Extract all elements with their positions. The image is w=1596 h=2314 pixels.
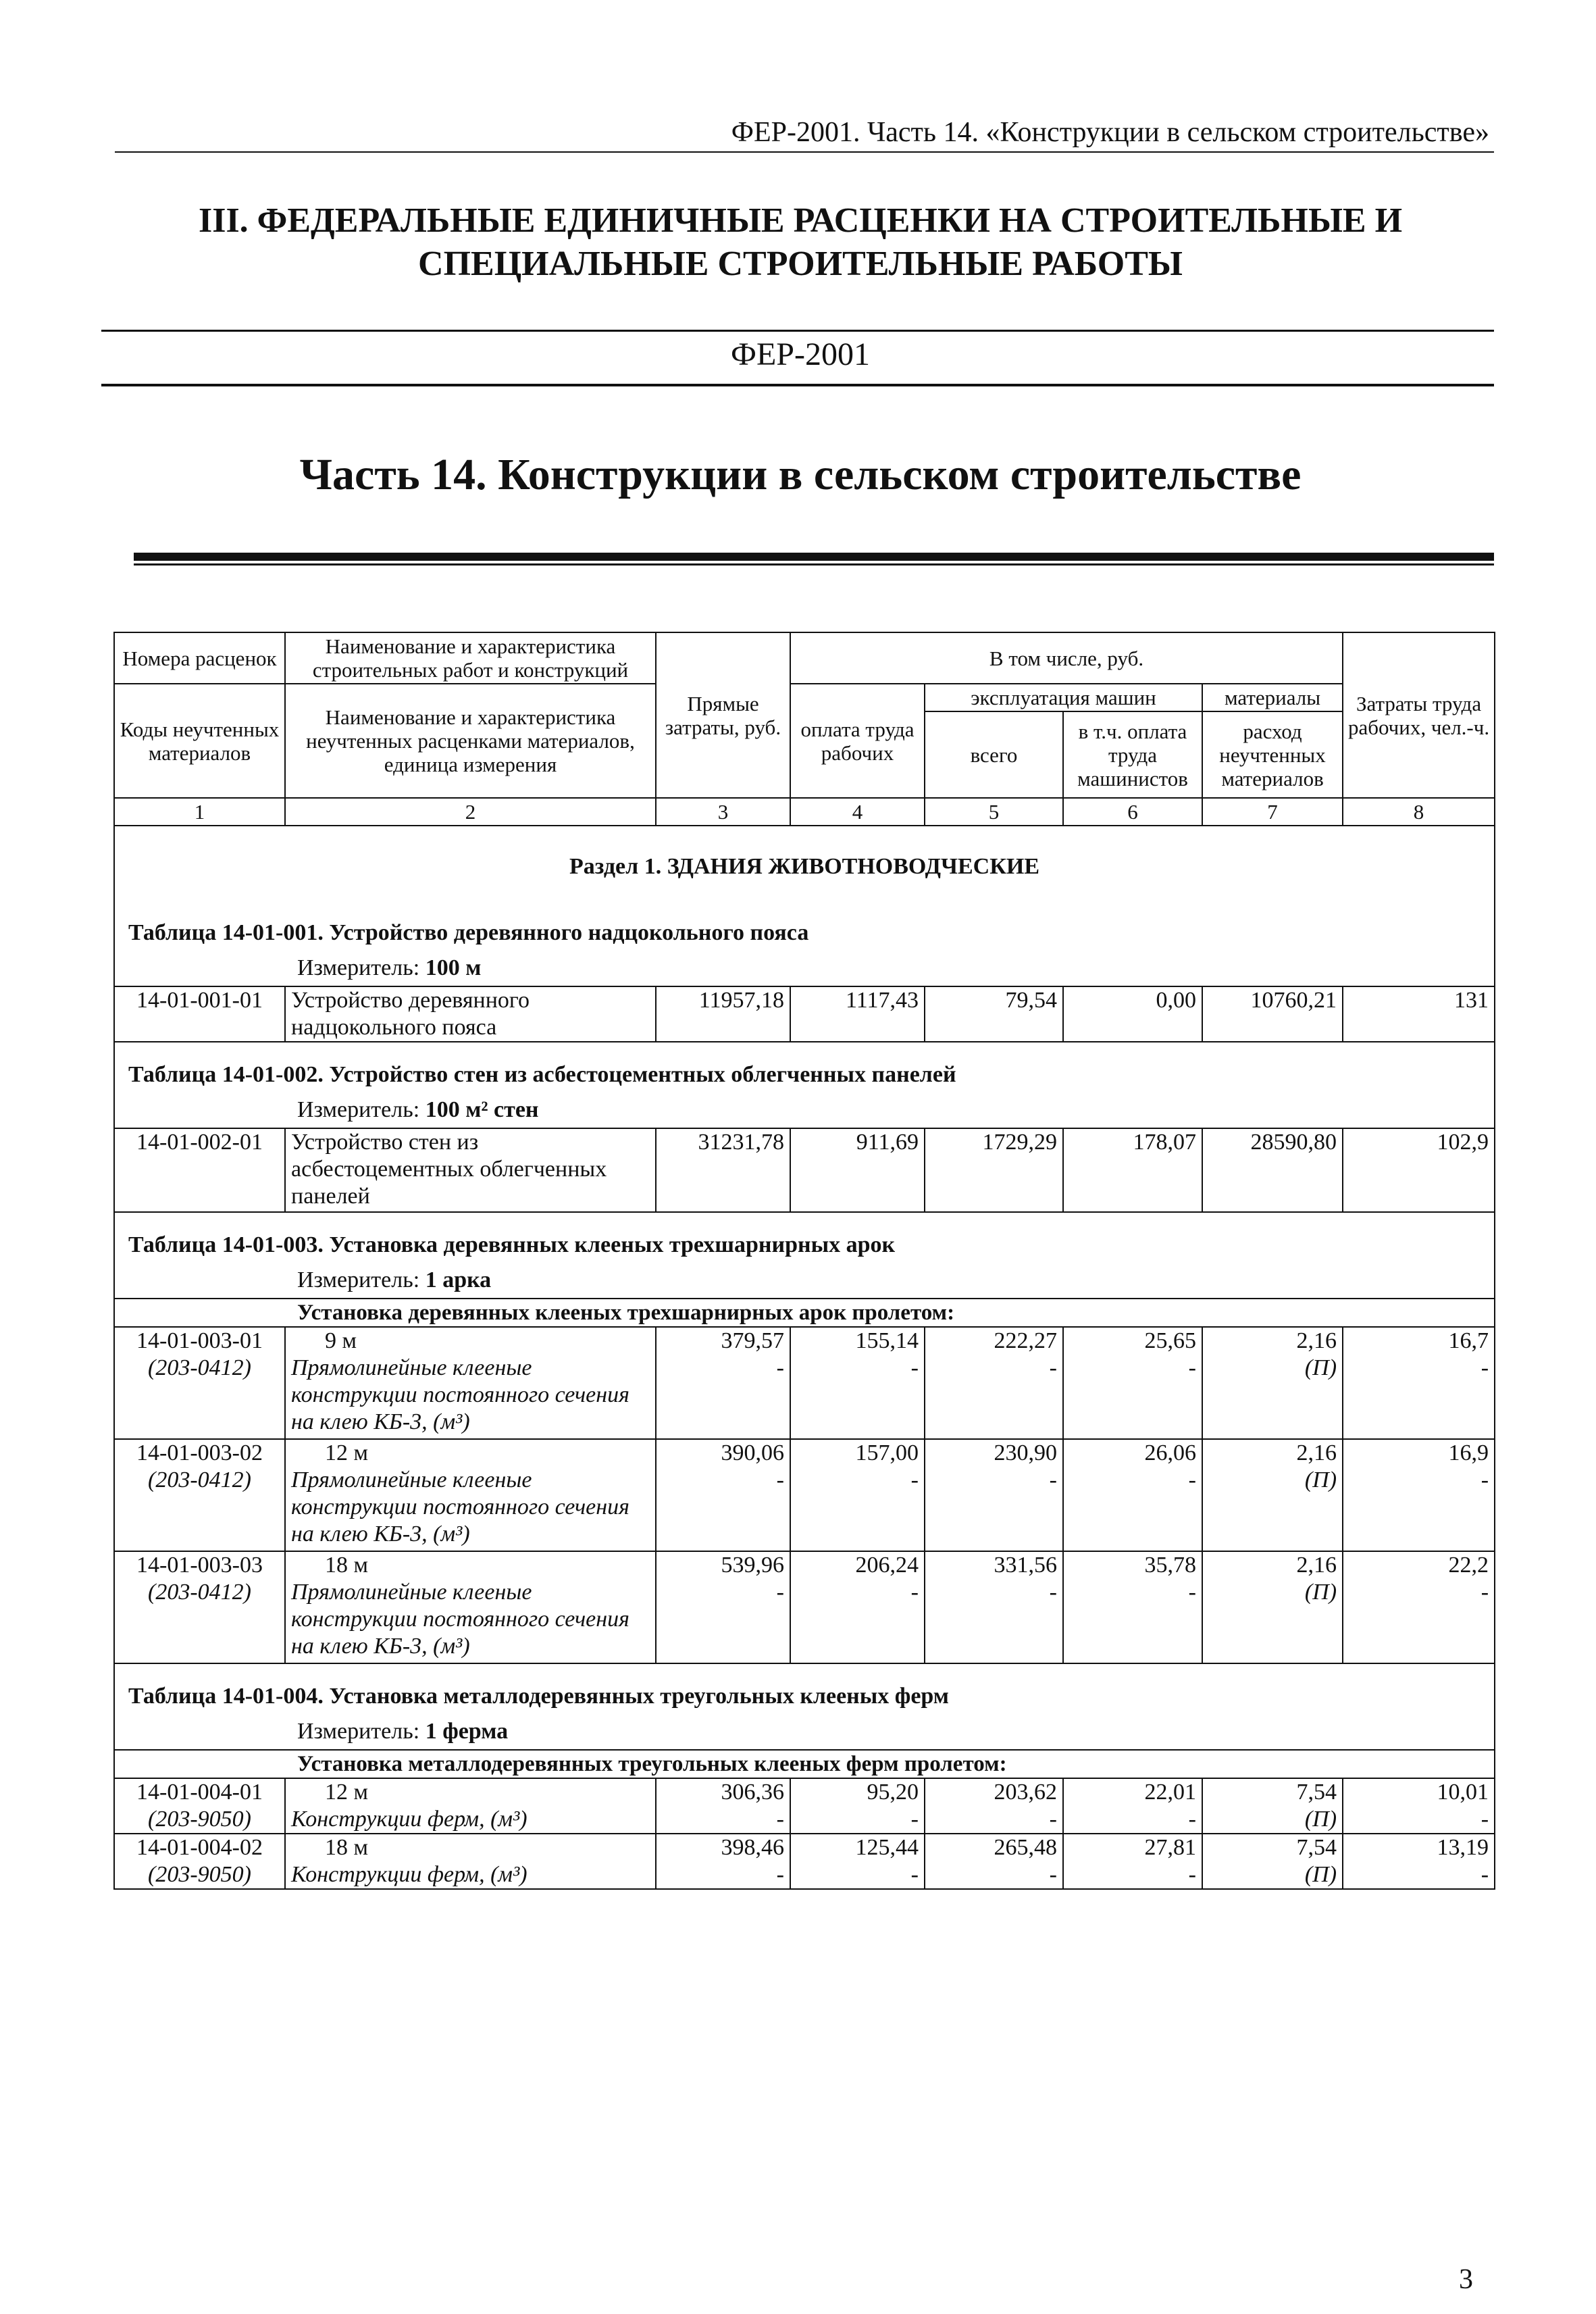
- unit-note: (П): [1304, 1807, 1337, 1832]
- meter-value: 100 м: [425, 955, 482, 980]
- dash: -: [1481, 1580, 1489, 1605]
- header-rate-numbers: Номера расценок: [114, 632, 285, 684]
- dash: -: [776, 1807, 784, 1832]
- direct-costs: [656, 1551, 790, 1663]
- dash: -: [910, 1580, 919, 1605]
- span-value: 18 м: [325, 1835, 369, 1860]
- work-name: [285, 1551, 656, 1663]
- labor-pay: 1117,43: [790, 986, 925, 1042]
- table-title-14-01-003: Таблица 14-01-003. Установка деревянных клееных трехшарнирных арок: [114, 1212, 1495, 1263]
- material-name: Конструкции ферм, (м³): [291, 1807, 527, 1832]
- header-material-name: Наименование и характеристика неучтенных расценками материалов, единица измерения: [285, 684, 656, 798]
- dash: -: [776, 1467, 784, 1492]
- machines-total: [925, 1551, 1063, 1663]
- header-rule: [115, 151, 1494, 153]
- work-name: Устройство стен из асбестоцементных облегченных панелей: [285, 1128, 656, 1212]
- work-name: [285, 1439, 656, 1551]
- machines-total: 1729,29: [925, 1128, 1063, 1212]
- value: 331,56: [994, 1553, 1057, 1578]
- value: 125,44: [855, 1835, 919, 1860]
- span-value: 18 м: [325, 1553, 369, 1578]
- value: 306,36: [721, 1780, 784, 1805]
- value: 25,65: [1144, 1328, 1196, 1353]
- labor-pay: [790, 1327, 925, 1439]
- value: 398,46: [721, 1835, 784, 1860]
- rate-code-value: 14-01-003-01: [136, 1328, 263, 1353]
- header-labor-cost: Затраты труда рабочих, чел.-ч.: [1343, 632, 1495, 798]
- direct-costs: [656, 1834, 790, 1889]
- main-title-line-1: III. ФЕДЕРАЛЬНЫЕ ЕДИНИЧНЫЕ РАСЦЕНКИ НА СТРОИТЕЛЬНЫЕ И: [198, 201, 1403, 240]
- materials: [1202, 1439, 1343, 1551]
- labor-pay: [790, 1439, 925, 1551]
- header-labor-pay: оплата труда рабочих: [790, 684, 925, 798]
- value: 10,01: [1437, 1780, 1489, 1805]
- meter-14-01-001: [114, 951, 1495, 986]
- dash: -: [910, 1862, 919, 1887]
- meter-value: 1 ферма: [425, 1719, 509, 1744]
- dash: -: [1049, 1467, 1057, 1492]
- dash: -: [1188, 1807, 1196, 1832]
- dash: -: [1188, 1862, 1196, 1887]
- machinists-pay: [1063, 1439, 1202, 1551]
- part-rule-thick: [134, 553, 1494, 561]
- labor-pay: [790, 1778, 925, 1834]
- header-work-name: Наименование и характеристика строительных работ и конструкций: [285, 632, 656, 684]
- dash: -: [776, 1862, 784, 1887]
- header-direct-costs: Прямые затраты, руб.: [656, 632, 790, 798]
- labor-cost: [1343, 1778, 1495, 1834]
- machinists-pay: [1063, 1551, 1202, 1663]
- direct-costs: 11957,18: [656, 986, 790, 1042]
- value: 16,7: [1448, 1328, 1489, 1353]
- dash: -: [1188, 1580, 1196, 1605]
- table-row: [114, 1778, 1495, 1834]
- value: 35,78: [1144, 1553, 1196, 1578]
- col-num-8: 8: [1343, 798, 1495, 826]
- table-row: [114, 1439, 1495, 1551]
- header-machines-total: всего: [925, 711, 1063, 798]
- value: 206,24: [855, 1553, 919, 1578]
- machinists-pay: 178,07: [1063, 1128, 1202, 1212]
- value: 16,9: [1448, 1440, 1489, 1465]
- dash: -: [910, 1807, 919, 1832]
- main-title: [101, 199, 1499, 286]
- table-row: [114, 1128, 1495, 1212]
- dash: -: [1049, 1807, 1057, 1832]
- unit-note: (П): [1304, 1580, 1337, 1605]
- machines-total: [925, 1327, 1063, 1439]
- dash: -: [1481, 1355, 1489, 1380]
- rate-code-value: 14-01-004-01: [136, 1780, 263, 1805]
- col-num-1: 1: [114, 798, 285, 826]
- page-number: 3: [1459, 2264, 1473, 2295]
- labor-cost: 102,9: [1343, 1128, 1495, 1212]
- materials: [1202, 1327, 1343, 1439]
- rate-code-value: 14-01-004-02: [136, 1835, 263, 1860]
- value: 22,2: [1448, 1553, 1489, 1578]
- materials: 10760,21: [1202, 986, 1343, 1042]
- table-title-14-01-001: Таблица 14-01-001. Устройство деревянного надцокольного пояса: [114, 901, 1495, 951]
- col-num-5: 5: [925, 798, 1063, 826]
- material-code: (203-9050): [148, 1807, 251, 1832]
- dash: -: [776, 1580, 784, 1605]
- meter-label: Измеритель:: [297, 955, 420, 980]
- fer-rule-top: [101, 330, 1494, 332]
- value: 203,62: [994, 1780, 1057, 1805]
- work-name: [285, 1327, 656, 1439]
- direct-costs: [656, 1778, 790, 1834]
- labor-cost: 131: [1343, 986, 1495, 1042]
- fer-label: ФЕР-2001: [731, 336, 870, 372]
- material-name: Прямолинейные клееные конструкции постоянного сечения на клею КБ-3, (м³): [291, 1580, 629, 1659]
- table-row: [114, 1834, 1495, 1889]
- machines-total: 79,54: [925, 986, 1063, 1042]
- labor-cost: [1343, 1551, 1495, 1663]
- value: 2,16: [1296, 1440, 1337, 1465]
- rate-code-value: 14-01-003-02: [136, 1440, 263, 1465]
- value: 390,06: [721, 1440, 784, 1465]
- work-name: Устройство деревянного надцокольного пояса: [285, 986, 656, 1042]
- meter-label: Измеритель:: [297, 1719, 420, 1744]
- machinists-pay: [1063, 1327, 1202, 1439]
- dash: -: [1481, 1467, 1489, 1492]
- column-numbers-row: [114, 798, 1495, 826]
- header-material-codes: Коды неучтенных материалов: [114, 684, 285, 798]
- machinists-pay: 0,00: [1063, 986, 1202, 1042]
- labor-cost: [1343, 1834, 1495, 1889]
- header-machinists-pay: в т.ч. оплата труда машинистов: [1063, 711, 1202, 798]
- col-num-2: 2: [285, 798, 656, 826]
- labor-cost: [1343, 1327, 1495, 1439]
- col-num-7: 7: [1202, 798, 1343, 826]
- materials: [1202, 1551, 1343, 1663]
- span-value: 12 м: [325, 1440, 369, 1465]
- labor-pay: 911,69: [790, 1128, 925, 1212]
- dash: -: [1188, 1355, 1196, 1380]
- labor-pay: [790, 1834, 925, 1889]
- meter-14-01-002: [114, 1092, 1495, 1128]
- work-name: [285, 1834, 656, 1889]
- material-name: Прямолинейные клееные конструкции постоянного сечения на клею КБ-3, (м³): [291, 1355, 629, 1434]
- col-num-3: 3: [656, 798, 790, 826]
- materials: [1202, 1778, 1343, 1834]
- table-row: [114, 986, 1495, 1042]
- rate-code: 14-01-002-01: [114, 1128, 285, 1212]
- value: 222,27: [994, 1328, 1057, 1353]
- meter-label: Измеритель:: [297, 1267, 420, 1292]
- subheading-14-01-003: Установка деревянных клееных трехшарнирных арок пролетом:: [114, 1299, 1495, 1327]
- dash: -: [1049, 1580, 1057, 1605]
- main-title-line-2: СПЕЦИАЛЬНЫЕ СТРОИТЕЛЬНЫЕ РАБОТЫ: [418, 245, 1183, 283]
- value: 539,96: [721, 1553, 784, 1578]
- labor-cost: [1343, 1439, 1495, 1551]
- fer-rule-bottom: [101, 384, 1494, 386]
- rate-code: [114, 1834, 285, 1889]
- table-row: [114, 1551, 1495, 1663]
- material-name: Конструкции ферм, (м³): [291, 1862, 527, 1887]
- machines-total: [925, 1439, 1063, 1551]
- material-name: Прямолинейные клееные конструкции постоянного сечения на клею КБ-3, (м³): [291, 1467, 629, 1546]
- machines-total: [925, 1778, 1063, 1834]
- value: 2,16: [1296, 1553, 1337, 1578]
- dash: -: [1049, 1862, 1057, 1887]
- header-materials: материалы: [1202, 684, 1343, 711]
- dash: -: [1481, 1807, 1489, 1832]
- rate-code-value: 14-01-003-03: [136, 1553, 263, 1578]
- machinists-pay: [1063, 1778, 1202, 1834]
- value: 13,19: [1437, 1835, 1489, 1860]
- meter-14-01-003: [114, 1263, 1495, 1299]
- subheading-14-01-004: Установка металлодеревянных треугольных клееных ферм пролетом:: [114, 1750, 1495, 1778]
- table-row: [114, 1327, 1495, 1439]
- dash: -: [1188, 1467, 1196, 1492]
- value: 26,06: [1144, 1440, 1196, 1465]
- value: 265,48: [994, 1835, 1057, 1860]
- running-header: ФЕР-2001. Часть 14. «Конструкции в сельском строительстве»: [731, 117, 1489, 148]
- header-machines: эксплуатация машин: [925, 684, 1202, 711]
- span-value: 9 м: [325, 1328, 357, 1353]
- material-code: (203-0412): [148, 1467, 251, 1492]
- meter-value: 100 м² стен: [425, 1097, 539, 1122]
- materials: 28590,80: [1202, 1128, 1343, 1212]
- table-title-14-01-002: Таблица 14-01-002. Устройство стен из асбестоцементных облегченных панелей: [114, 1042, 1495, 1092]
- dash: -: [910, 1355, 919, 1380]
- rate-code: [114, 1327, 285, 1439]
- direct-costs: [656, 1327, 790, 1439]
- part-rule-thin: [134, 563, 1494, 565]
- rate-code: [114, 1551, 285, 1663]
- material-code: (203-0412): [148, 1355, 251, 1380]
- header-materials-usage: расход неучтенных материалов: [1202, 711, 1343, 798]
- value: 95,20: [867, 1780, 919, 1805]
- rate-code: [114, 1439, 285, 1551]
- value: 157,00: [855, 1440, 919, 1465]
- section-title: Раздел 1. ЗДАНИЯ ЖИВОТНОВОДЧЕСКИЕ: [114, 826, 1495, 901]
- direct-costs: 31231,78: [656, 1128, 790, 1212]
- value: 7,54: [1296, 1835, 1337, 1860]
- unit-note: (П): [1304, 1467, 1337, 1492]
- material-code: (203-9050): [148, 1862, 251, 1887]
- material-code: (203-0412): [148, 1580, 251, 1605]
- rate-code: 14-01-001-01: [114, 986, 285, 1042]
- value: 2,16: [1296, 1328, 1337, 1353]
- direct-costs: [656, 1439, 790, 1551]
- value: 7,54: [1296, 1780, 1337, 1805]
- meter-label: Измеритель:: [297, 1097, 420, 1122]
- span-value: 12 м: [325, 1780, 369, 1805]
- dash: -: [1049, 1355, 1057, 1380]
- work-name: [285, 1778, 656, 1834]
- header-including: В том числе, руб.: [790, 632, 1343, 684]
- dash: -: [910, 1467, 919, 1492]
- rate-code: [114, 1778, 285, 1834]
- value: 230,90: [994, 1440, 1057, 1465]
- value: 27,81: [1144, 1835, 1196, 1860]
- machines-total: [925, 1834, 1063, 1889]
- rates-table: [113, 632, 1495, 1890]
- dash: -: [776, 1355, 784, 1380]
- unit-note: (П): [1304, 1862, 1337, 1887]
- meter-value: 1 арка: [425, 1267, 492, 1292]
- col-num-6: 6: [1063, 798, 1202, 826]
- meter-14-01-004: [114, 1714, 1495, 1750]
- unit-note: (П): [1304, 1355, 1337, 1380]
- part-title: Часть 14. Конструкции в сельском строительстве: [299, 450, 1302, 499]
- value: 155,14: [855, 1328, 919, 1353]
- dash: -: [1481, 1862, 1489, 1887]
- materials: [1202, 1834, 1343, 1889]
- machinists-pay: [1063, 1834, 1202, 1889]
- table-title-14-01-004: Таблица 14-01-004. Установка металлодеревянных треугольных клееных ферм: [114, 1663, 1495, 1714]
- col-num-4: 4: [790, 798, 925, 826]
- labor-pay: [790, 1551, 925, 1663]
- value: 22,01: [1144, 1780, 1196, 1805]
- value: 379,57: [721, 1328, 784, 1353]
